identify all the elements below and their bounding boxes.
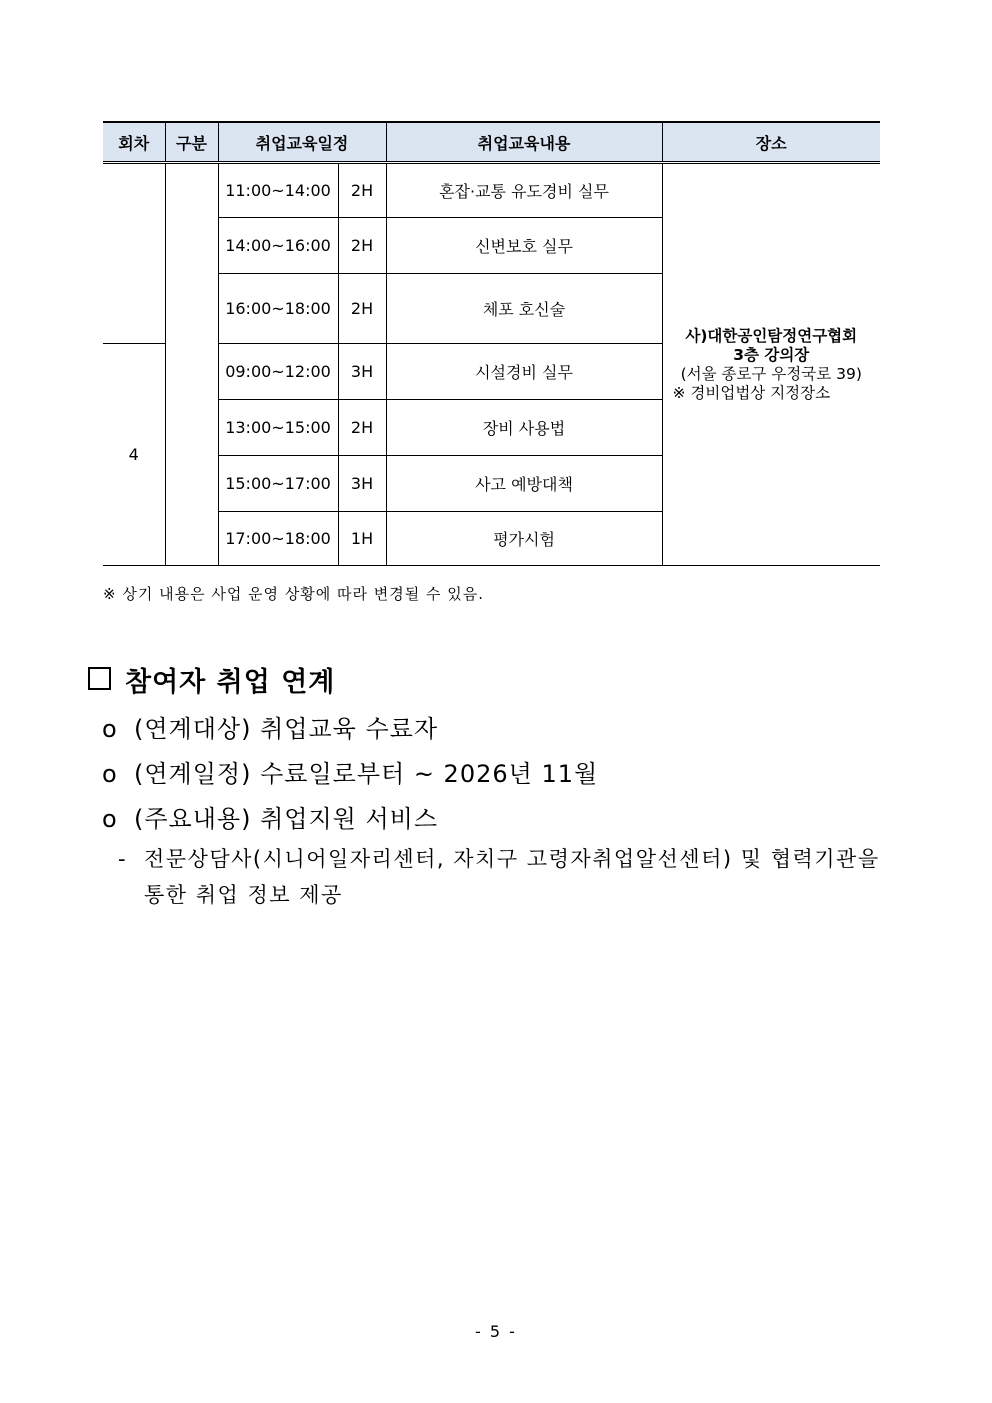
category-cell [165,163,218,566]
circle-bullet-icon: o [102,805,118,833]
header-category: 구분 [165,122,218,163]
bullet-text: (주요내용) 취업지원 서비스 [134,805,439,833]
section-heading [88,660,335,699]
section-title-text: 참여자 취업 연계 [125,667,336,698]
table-footnote: ※ 상기 내용은 사업 운영 상황에 따라 변경될 수 있음. [103,585,485,603]
hours-cell: 1H [338,512,386,566]
hours-cell: 2H [338,218,386,274]
bullet-text: (연계일정) 수료일로부터 ~ 2026년 11월 [134,760,599,788]
training-schedule-table [103,121,880,566]
time-cell: 17:00~18:00 [218,512,338,566]
checkbox-square-icon [88,667,111,690]
location-cell [662,163,880,566]
sub-item-line2: 통한 취업 정보 제공 [144,883,343,907]
dash-bullet-icon: - [118,847,128,871]
hours-cell: 3H [338,456,386,512]
circle-bullet-icon: o [102,760,118,788]
time-cell: 13:00~15:00 [218,400,338,456]
header-content: 취업교육내용 [386,122,662,163]
content-cell: 평가시험 [386,512,662,566]
header-round: 회차 [103,122,165,163]
content-cell: 체포 호신술 [386,274,662,344]
hours-cell: 2H [338,400,386,456]
page-number: - 5 - [475,1322,517,1341]
time-cell: 11:00~14:00 [218,163,338,218]
circle-bullet-icon: o [102,715,118,743]
round-cell-top [103,163,165,344]
location-room: 3층 강의장 [733,345,810,364]
location-note: ※ 경비업법상 지정장소 [672,383,831,402]
content-cell: 혼잡·교통 유도경비 실무 [386,163,662,218]
table-header-row [103,122,880,163]
content-cell: 사고 예방대책 [386,456,662,512]
bullet-item [102,709,438,744]
bullet-text: (연계대상) 취업교육 수료자 [134,715,439,743]
content-cell: 장비 사용법 [386,400,662,456]
sub-item-line1: 전문상담사(시니어일자리센터, 자치구 고령자취업알선센터) 및 협력기관을 [144,847,880,871]
location-name: 사)대한공인탐정연구협회 [685,326,858,345]
hours-cell: 3H [338,344,386,400]
time-cell: 14:00~16:00 [218,218,338,274]
header-location: 장소 [662,122,880,163]
hours-cell: 2H [338,274,386,344]
hours-cell: 2H [338,163,386,218]
time-cell: 16:00~18:00 [218,274,338,344]
bullet-item [102,754,598,789]
bullet-item [102,799,438,834]
content-cell: 시설경비 실무 [386,344,662,400]
table-row [103,163,880,218]
location-address: (서울 종로구 우정국로 39) [680,364,862,383]
content-cell: 신변보호 실무 [386,218,662,274]
time-cell: 15:00~17:00 [218,456,338,512]
header-schedule: 취업교육일정 [218,122,386,163]
round-cell: 4 [103,344,165,566]
time-cell: 09:00~12:00 [218,344,338,400]
sub-item [118,841,918,913]
